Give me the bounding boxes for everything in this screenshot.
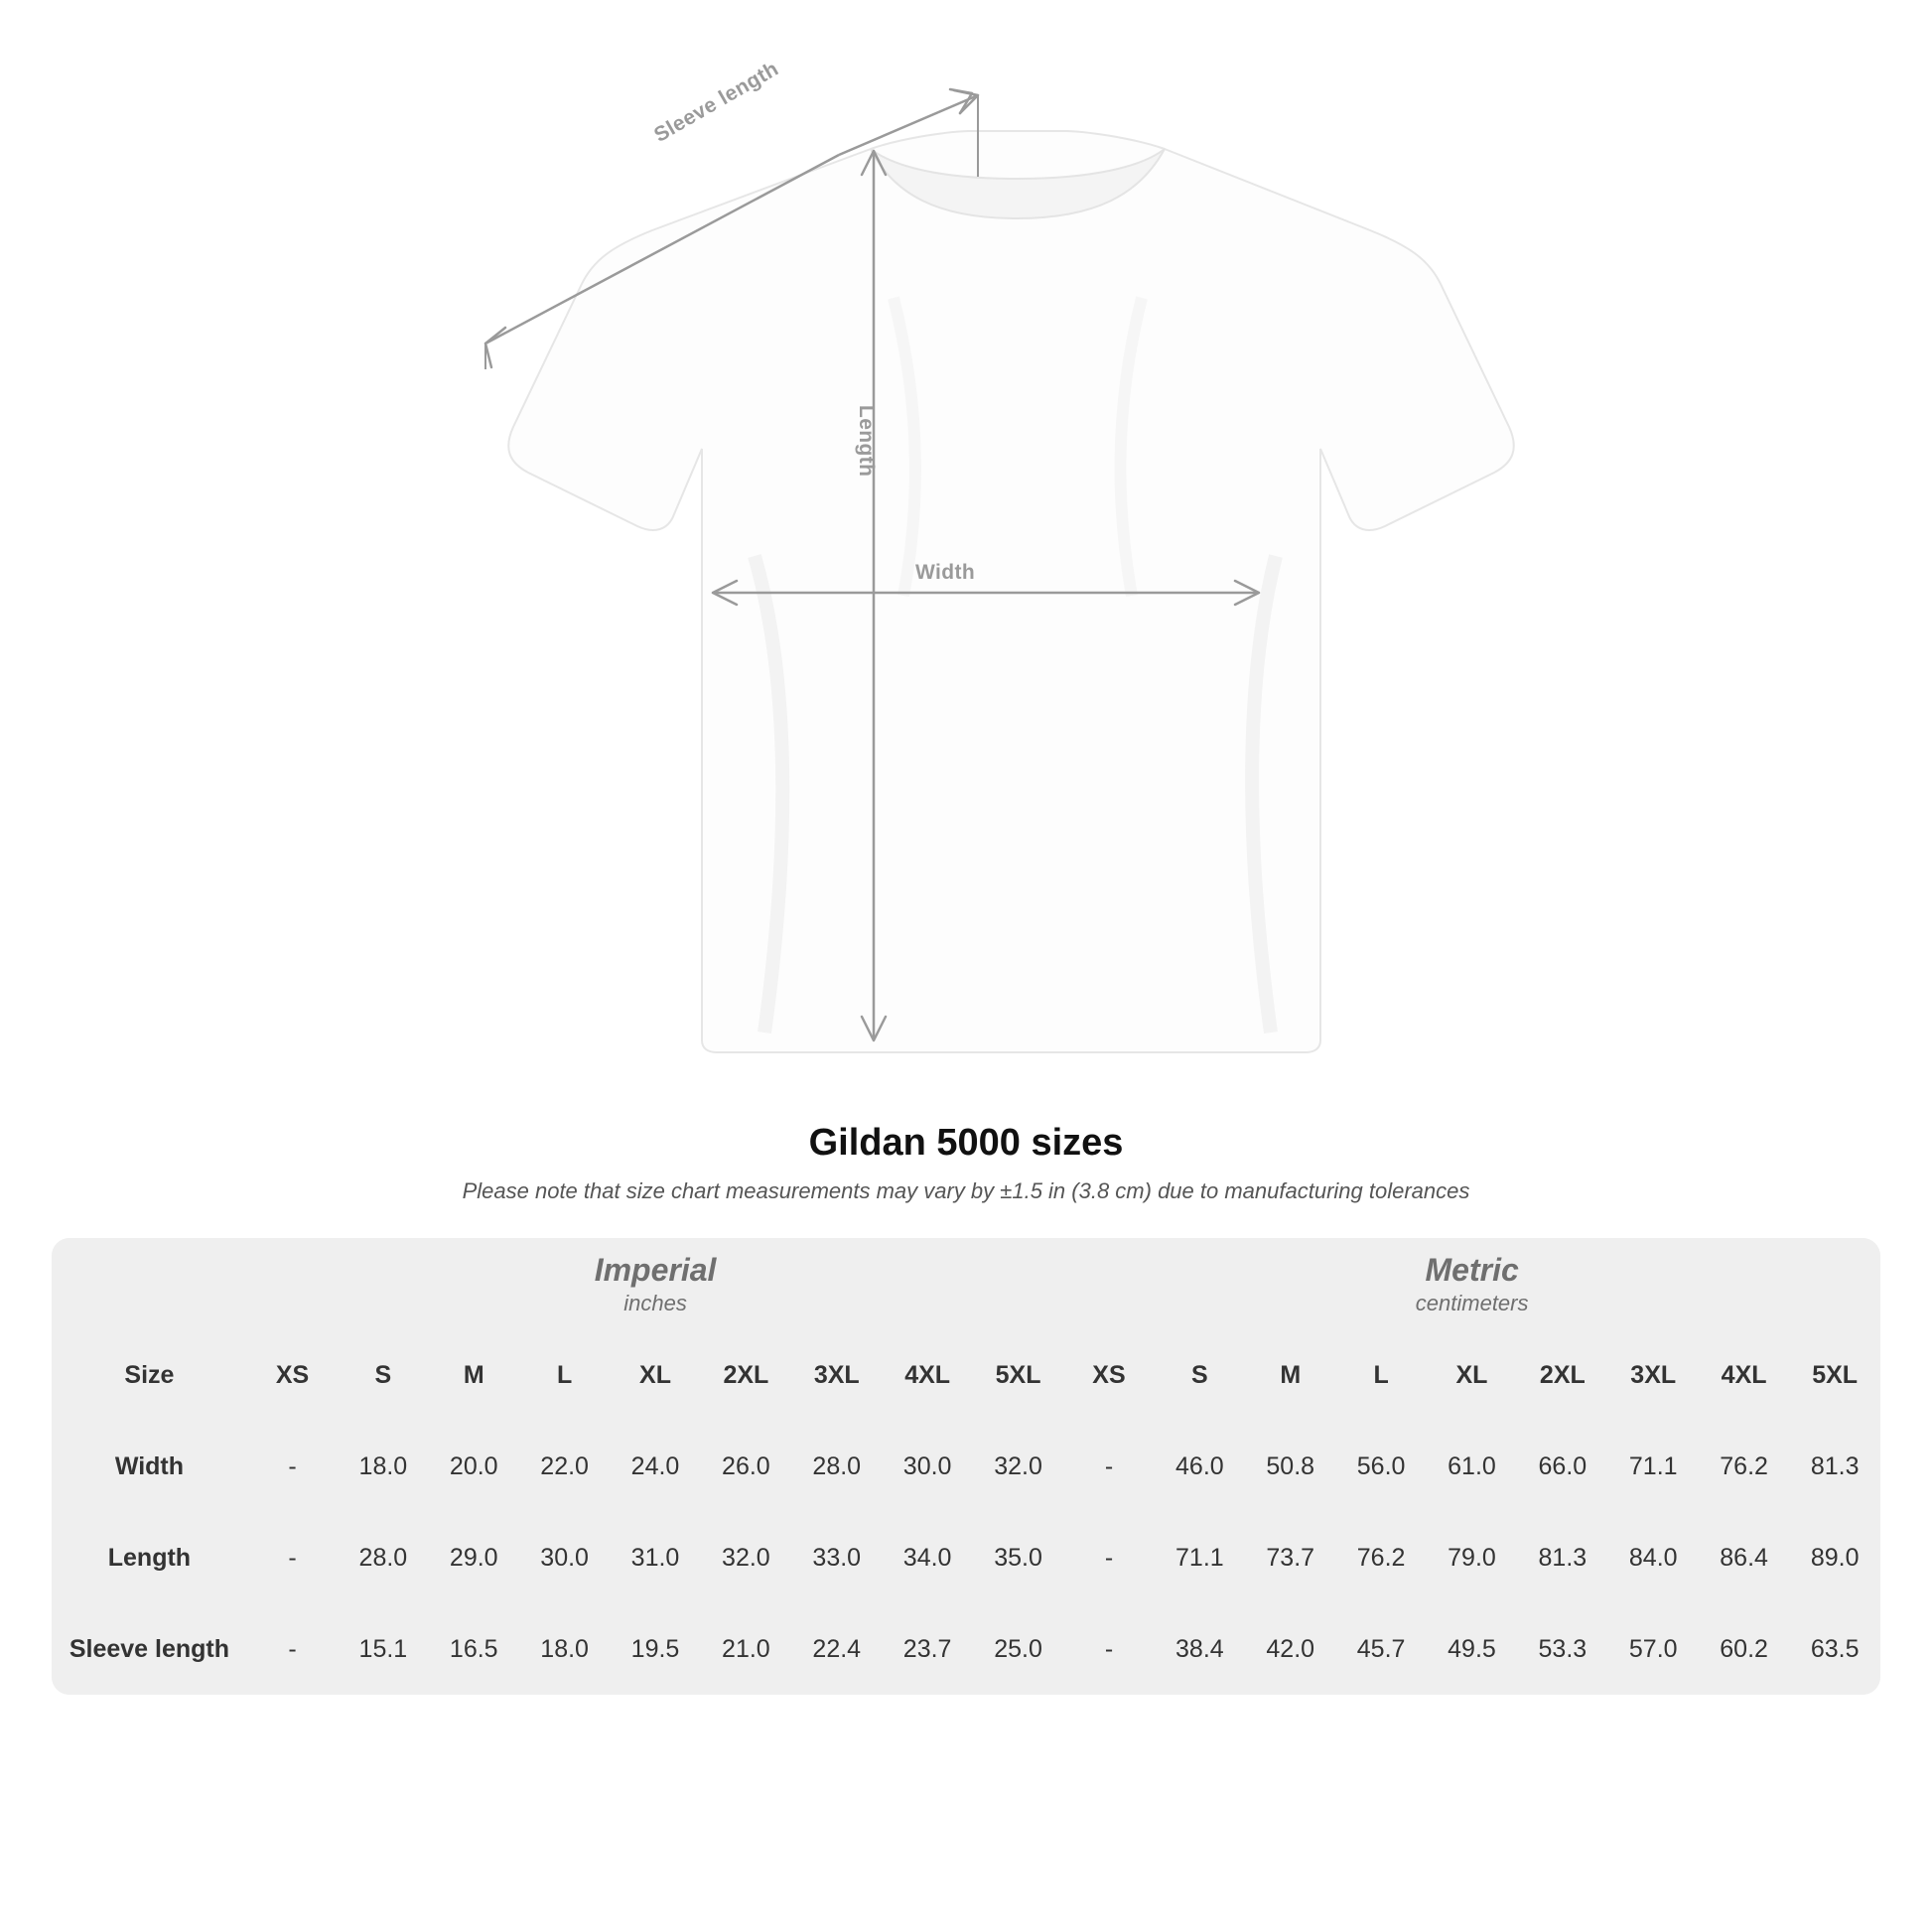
col-header-metric-s: S [1155, 1329, 1245, 1421]
col-header-imperial-4xl: 4XL [882, 1329, 972, 1421]
cell-width-metric-m: 50.8 [1245, 1421, 1335, 1512]
col-header-metric-3xl: 3XL [1608, 1329, 1699, 1421]
row-header-size: Size [52, 1329, 247, 1421]
cell-width-imperial-2xl: 26.0 [701, 1421, 791, 1512]
cell-length-imperial-xl: 31.0 [610, 1512, 700, 1603]
unit-header-metric [1063, 1238, 1880, 1329]
width-label: Width [915, 561, 976, 584]
cell-length-metric-2xl: 81.3 [1517, 1512, 1607, 1603]
cell-width-imperial-xs: - [247, 1421, 338, 1512]
cell-width-imperial-l: 22.0 [519, 1421, 610, 1512]
cell-width-metric-2xl: 66.0 [1517, 1421, 1607, 1512]
cell-sleeve-metric-5xl: 63.5 [1789, 1603, 1880, 1695]
cell-length-imperial-m: 29.0 [429, 1512, 519, 1603]
table-row [52, 1512, 1880, 1603]
cell-sleeve-imperial-2xl: 21.0 [701, 1603, 791, 1695]
cell-width-metric-xs: - [1063, 1421, 1154, 1512]
size-table [52, 1238, 1880, 1695]
cell-width-imperial-3xl: 28.0 [791, 1421, 882, 1512]
cell-width-metric-5xl: 81.3 [1789, 1421, 1880, 1512]
cell-sleeve-imperial-s: 15.1 [338, 1603, 428, 1695]
col-header-imperial-xl: XL [610, 1329, 700, 1421]
cell-sleeve-metric-3xl: 57.0 [1608, 1603, 1699, 1695]
sleeve-length-label: Sleeve length [650, 57, 783, 147]
cell-length-metric-4xl: 86.4 [1699, 1512, 1789, 1603]
cell-length-imperial-xs: - [247, 1512, 338, 1603]
cell-length-metric-s: 71.1 [1155, 1512, 1245, 1603]
row-label-sleeve-length: Sleeve length [52, 1603, 247, 1695]
cell-length-metric-3xl: 84.0 [1608, 1512, 1699, 1603]
cell-width-metric-4xl: 76.2 [1699, 1421, 1789, 1512]
col-header-metric-m: M [1245, 1329, 1335, 1421]
cell-length-metric-xl: 79.0 [1427, 1512, 1517, 1603]
col-header-metric-xs: XS [1063, 1329, 1154, 1421]
cell-sleeve-metric-s: 38.4 [1155, 1603, 1245, 1695]
cell-width-imperial-5xl: 32.0 [973, 1421, 1063, 1512]
cell-length-imperial-l: 30.0 [519, 1512, 610, 1603]
unit-header-spacer [52, 1238, 247, 1329]
cell-sleeve-imperial-3xl: 22.4 [791, 1603, 882, 1695]
unit-title-metric: Metric [1425, 1252, 1519, 1289]
cell-sleeve-metric-l: 45.7 [1335, 1603, 1426, 1695]
col-header-imperial-l: L [519, 1329, 610, 1421]
cell-width-metric-xl: 61.0 [1427, 1421, 1517, 1512]
cell-width-imperial-xl: 24.0 [610, 1421, 700, 1512]
size-table-wrapper [52, 1238, 1880, 1695]
unit-header-imperial [247, 1238, 1063, 1329]
size-header-row [52, 1329, 1880, 1421]
cell-length-imperial-4xl: 34.0 [882, 1512, 972, 1603]
cell-width-metric-s: 46.0 [1155, 1421, 1245, 1512]
unit-sub-imperial: inches [623, 1291, 687, 1316]
col-header-metric-l: L [1335, 1329, 1426, 1421]
col-header-imperial-3xl: 3XL [791, 1329, 882, 1421]
col-header-imperial-m: M [429, 1329, 519, 1421]
table-row [52, 1603, 1880, 1695]
cell-width-imperial-m: 20.0 [429, 1421, 519, 1512]
page-title: Gildan 5000 sizes [808, 1122, 1124, 1164]
cell-width-imperial-s: 18.0 [338, 1421, 428, 1512]
col-header-metric-2xl: 2XL [1517, 1329, 1607, 1421]
length-label: Length [855, 405, 878, 478]
cell-sleeve-metric-4xl: 60.2 [1699, 1603, 1789, 1695]
cell-sleeve-imperial-5xl: 25.0 [973, 1603, 1063, 1695]
col-header-metric-4xl: 4XL [1699, 1329, 1789, 1421]
cell-length-imperial-2xl: 32.0 [701, 1512, 791, 1603]
col-header-metric-5xl: 5XL [1789, 1329, 1880, 1421]
cell-sleeve-metric-xl: 49.5 [1427, 1603, 1517, 1695]
cell-length-imperial-3xl: 33.0 [791, 1512, 882, 1603]
cell-length-imperial-5xl: 35.0 [973, 1512, 1063, 1603]
unit-header-row [52, 1238, 1880, 1329]
cell-width-metric-l: 56.0 [1335, 1421, 1426, 1512]
row-label-width: Width [52, 1421, 247, 1512]
cell-length-metric-5xl: 89.0 [1789, 1512, 1880, 1603]
cell-sleeve-metric-2xl: 53.3 [1517, 1603, 1607, 1695]
title-block [0, 1122, 1932, 1204]
col-header-imperial-2xl: 2XL [701, 1329, 791, 1421]
cell-width-imperial-4xl: 30.0 [882, 1421, 972, 1512]
cell-sleeve-metric-m: 42.0 [1245, 1603, 1335, 1695]
unit-title-imperial: Imperial [594, 1252, 717, 1289]
col-header-metric-xl: XL [1427, 1329, 1517, 1421]
cell-length-metric-xs: - [1063, 1512, 1154, 1603]
table-row [52, 1421, 1880, 1512]
col-header-imperial-xs: XS [247, 1329, 338, 1421]
cell-sleeve-metric-xs: - [1063, 1603, 1154, 1695]
row-label-length: Length [52, 1512, 247, 1603]
col-header-imperial-5xl: 5XL [973, 1329, 1063, 1421]
cell-length-imperial-s: 28.0 [338, 1512, 428, 1603]
col-header-imperial-s: S [338, 1329, 428, 1421]
cell-sleeve-imperial-xl: 19.5 [610, 1603, 700, 1695]
cell-sleeve-imperial-l: 18.0 [519, 1603, 610, 1695]
tolerance-note: Please note that size chart measurements may vary by ±1.5 in (3.8 cm) due to manufacturing tolerances [462, 1178, 1470, 1203]
cell-length-metric-m: 73.7 [1245, 1512, 1335, 1603]
cell-sleeve-imperial-m: 16.5 [429, 1603, 519, 1695]
cell-sleeve-imperial-4xl: 23.7 [882, 1603, 972, 1695]
cell-sleeve-imperial-xs: - [247, 1603, 338, 1695]
unit-sub-metric: centimeters [1415, 1291, 1529, 1316]
cell-width-metric-3xl: 71.1 [1608, 1421, 1699, 1512]
cell-length-metric-l: 76.2 [1335, 1512, 1426, 1603]
